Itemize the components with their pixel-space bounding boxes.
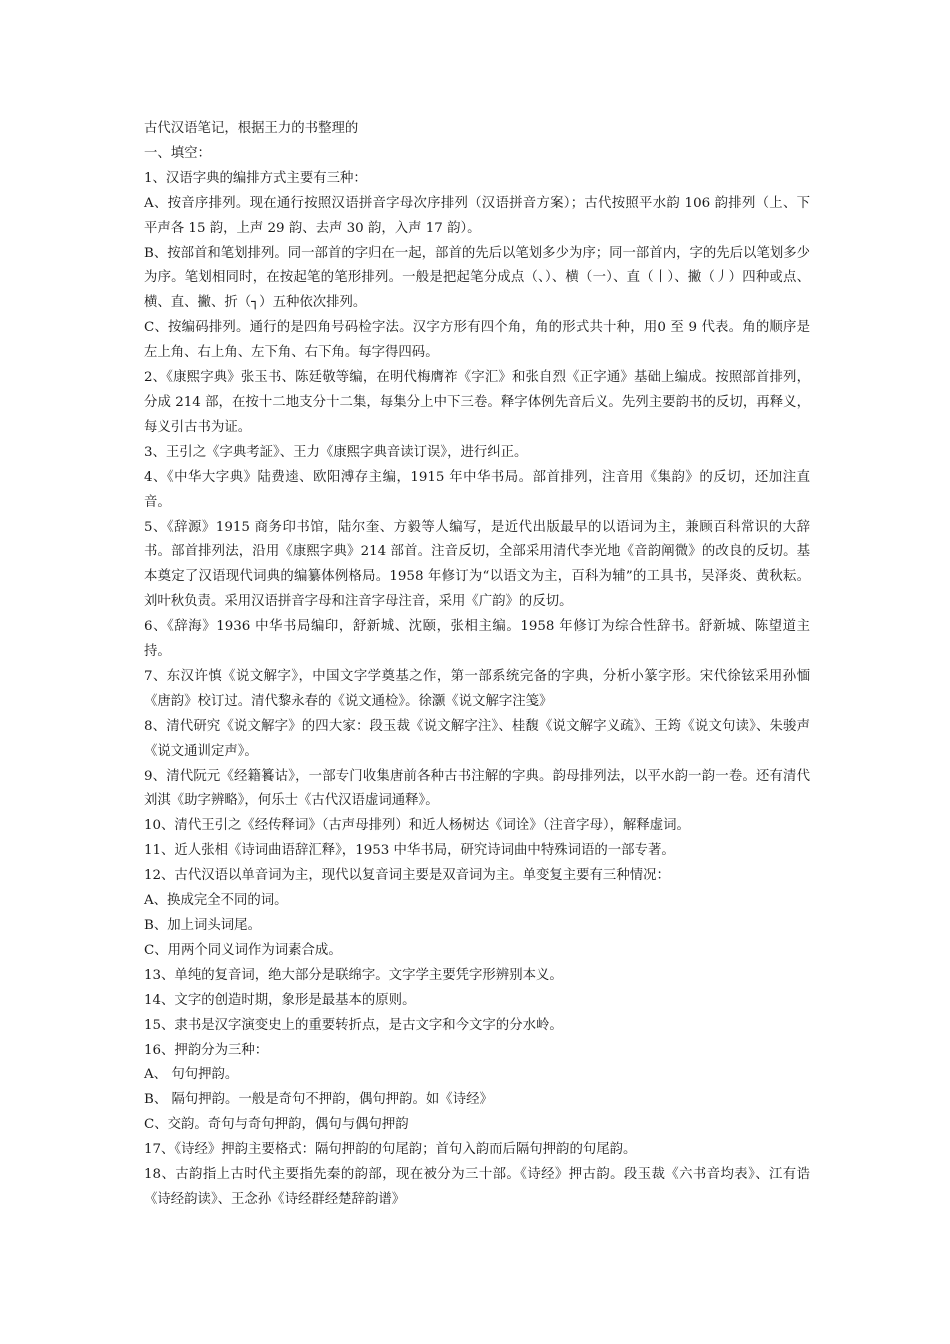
paragraph: 1、汉语字典的编排方式主要有三种： <box>144 170 367 186</box>
paragraph: 12、古代汉语以单音词为主，现代以复音词主要是双音词为主。单变复主要有三种情况： <box>144 868 670 884</box>
paragraph: 14、文字的创造时期，象形是最基本的原则。 <box>144 992 416 1008</box>
paragraph: C、用两个同义词作为词素合成。 <box>144 942 342 958</box>
paragraph: 2、《康熙字典》张玉书、陈廷敬等编，在明代梅膺祚《字汇》和张自烈《正字通》基础上编成。按照部首排列，分成 214 部，在按十二地支分十二集，每集分上中下三卷。释字体例先音后义。先列主要韵书的反切，再释义，每义引古书为证。 <box>144 370 810 435</box>
paragraph: 4、《中华大字典》陆费逵、欧阳溥存主编，1915 年中华书局。部首排列，注音用《集韵》的反切，还加注直音。 <box>144 469 810 510</box>
section-heading: 一、填空： <box>144 145 211 161</box>
paragraph: 7、东汉许慎《说文解字》，中国文字学奠基之作，第一部系统完备的字典，分析小篆字形。宋代徐铉采用孙愐《唐韵》校订过。清代黎永春的《说文通检》。徐灏《说文解字注笺》 <box>144 668 810 709</box>
document-title: 古代汉语笔记，根据王力的书整理的 <box>144 121 359 136</box>
paragraph: 17、《诗经》押韵主要格式：隔句押韵的句尾韵；首句入韵而后隔句押韵的句尾韵。 <box>144 1142 637 1158</box>
paragraph: 11、近人张相《诗词曲语辞汇释》，1953 中华书局，研究诗词曲中特殊词语的一部专著。 <box>144 843 675 859</box>
paragraph: B、 隔句押韵。一般是奇句不押韵，偶句押韵。如《诗经》 <box>144 1092 493 1108</box>
paragraph: 5、《辞源》1915 商务印书馆，陆尔奎、方毅等人编写，是近代出版最早的以语词为主，兼顾百科常识的大辞书。部首排列法，沿用《康熙字典》214 部首。注音反切，全部采用清代李光地《音韵阐微》的改良的反切。基本奠定了汉语现代词典的编纂体例格局。1958 年修订为“以语文为主，百科为辅”的工具书，吴泽炎、黄秋耘。刘叶秋负责。采用汉语拼音字母和注音字母注音，采用《广韵》的反切。 <box>144 519 810 610</box>
paragraph-list <box>144 167 810 1213</box>
paragraph: 10、清代王引之《经传释词》（古声母排列）和近人杨树达《词诠》（注音字母），解释虚词。 <box>144 818 690 834</box>
paragraph: 16、押韵分为三种： <box>144 1042 269 1058</box>
paragraph: 13、单纯的复音词，绝大部分是联绵字。文字学主要凭字形辨别本义。 <box>144 967 563 983</box>
paragraph: 18、古韵指上古时代主要指先秦的韵部，现在被分为三十部。《诗经》押古韵。段玉裁《六书音均表》、江有诰《诗经韵读》、王念孙《诗经群经楚辞韵谱》 <box>144 1167 810 1207</box>
paragraph: 8、清代研究《说文解字》的四大家：段玉裁《说文解字注》、桂馥《说文解字义疏》、王筠《说文句读》、朱骏声《说文通训定声》。 <box>144 718 810 759</box>
paragraph: B、加上词头词尾。 <box>144 918 261 933</box>
paragraph: A、换成完全不同的词。 <box>144 893 288 909</box>
document-body <box>144 117 810 1213</box>
paragraph: A、按音序排列。现在通行按照汉语拼音字母次序排列（汉语拼音方案）；古代按照平水韵 106 韵排列（上、下平声各 15 韵，上声 29 韵、去声 30 韵，入声 17 韵）。 <box>144 195 810 236</box>
paragraph: C、按编码排列。通行的是四角号码检字法。汉字方形有四个角，角的形式共十种，用0 至 9 代表。角的顺序是左上角、右上角、左下角、右下角。每字得四码。 <box>144 320 810 361</box>
paragraph: C、交韵。奇句与奇句押韵，偶句与偶句押韵 <box>144 1117 409 1133</box>
paragraph: 3、王引之《字典考証》、王力《康熙字典音读订误》，进行纠正。 <box>144 444 528 460</box>
paragraph: 6、《辞海》1936 中华书局编印，舒新城、沈颐，张相主编。1958 年修订为综合性辞书。舒新城、陈望道主持。 <box>144 619 810 660</box>
paragraph: A、 句句押韵。 <box>144 1067 239 1083</box>
paragraph: 15、隶书是汉字演变史上的重要转折点，是古文字和今文字的分水岭。 <box>144 1017 563 1033</box>
paragraph: 9、清代阮元《经籍籑诂》，一部专门收集唐前各种古书注解的字典。韵母排列法，以平水韵一韵一卷。还有清代刘淇《助字辨略》，何乐士《古代汉语虚词通释》。 <box>144 768 810 809</box>
paragraph: B、按部首和笔划排列。同一部首的字归在一起，部首的先后以笔划多少为序；同一部首内，字的先后以笔划多少为序。笔划相同时，在按起笔的笔形排列。一般是把起笔分成点（、）、横（一）、直（丨）、撇（丿）四种或点、横、直、撇、折（┐）五种依次排列。 <box>144 245 810 311</box>
